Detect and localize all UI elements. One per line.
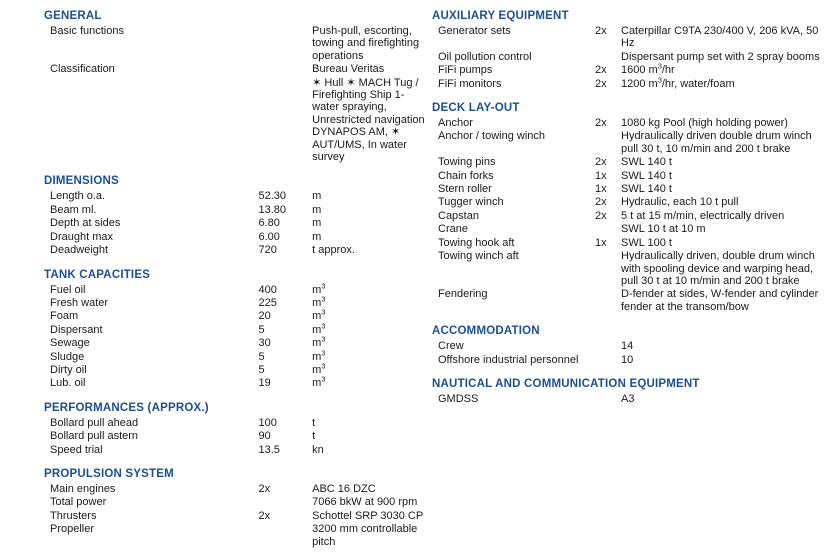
- spec-unit: [312, 307, 434, 323]
- spec-unit: Hydraulically driven, double drum winch with spooling device and warping head, pull 30 t at 10 m/min and 200 t brake: [621, 250, 815, 287]
- spec-unit-text: 1200 m: [621, 77, 658, 90]
- spec-row: [44, 523, 434, 549]
- spec-value: 20: [258, 310, 271, 323]
- spec-label: Speed trial: [50, 443, 103, 456]
- spec-value: 6.80: [258, 217, 280, 230]
- spec-unit-text: m: [312, 337, 322, 350]
- spec-label: Depth at sides: [50, 217, 121, 230]
- spec-unit-suffix: /hr, water/foam: [661, 77, 735, 90]
- spec-value: 100: [258, 416, 277, 429]
- spec-row: [432, 51, 830, 64]
- spec-value: [595, 288, 621, 314]
- spec-section: [44, 402, 434, 457]
- spec-label: Propeller: [50, 523, 95, 536]
- spec-value: [259, 523, 313, 549]
- spec-value: 1x: [595, 236, 607, 249]
- spec-value: 2x: [595, 77, 607, 90]
- spec-label: Total power: [50, 496, 107, 509]
- spec-label: FiFi monitors: [438, 77, 502, 90]
- spec-label: Bollard pull ahead: [50, 416, 139, 429]
- spec-section: [432, 378, 828, 406]
- spec-unit: Caterpillar C9TA 230/400 V, 206 kVA, 50 Hz: [621, 25, 819, 50]
- spec-unit: D-fender at sides, W-fender and cylinder fender at the transom/bow: [621, 288, 819, 313]
- spec-unit: 3200 mm controllable pitch: [312, 523, 418, 548]
- spec-row: [44, 430, 434, 443]
- spec-table: [44, 483, 434, 549]
- spec-value: 5: [258, 323, 265, 336]
- spec-row: [44, 324, 434, 337]
- spec-label: Deadweight: [50, 244, 109, 257]
- spec-unit-text: m: [312, 350, 322, 363]
- spec-row: [432, 340, 830, 353]
- spec-unit: 5 t at 15 m/min, electrically driven: [621, 209, 785, 222]
- spec-unit-exponent: 3: [657, 61, 662, 71]
- spec-unit: A3: [621, 392, 635, 405]
- spec-label: Anchor / towing winch: [438, 130, 545, 143]
- spec-label: Beam ml.: [50, 203, 97, 216]
- spec-row: [44, 444, 434, 457]
- spec-label: Offshore industrial personnel: [438, 353, 579, 366]
- spec-section: [44, 10, 434, 164]
- section-title: AUXILIARY EQUIPMENT: [432, 10, 569, 22]
- spec-table: [432, 340, 830, 367]
- spec-value: 13.80: [258, 203, 287, 216]
- spec-label: Sewage: [50, 337, 90, 350]
- section-title: NAUTICAL AND COMMUNICATION EQUIPMENT: [432, 377, 700, 390]
- spec-label: Oil pollution control: [438, 50, 532, 63]
- spec-value: [595, 223, 621, 236]
- spec-label: Draught max: [50, 230, 113, 243]
- spec-label: [44, 77, 259, 165]
- spec-row: [44, 204, 434, 217]
- spec-row: [432, 223, 830, 236]
- spec-section: [44, 269, 434, 391]
- spec-row: [432, 354, 830, 367]
- spec-label: Thrusters: [50, 509, 97, 522]
- left-column: [44, 10, 434, 560]
- spec-unit: [312, 334, 434, 350]
- spec-row: [432, 170, 830, 183]
- spec-section: [44, 468, 434, 549]
- spec-unit-exponent: 3: [321, 307, 326, 317]
- spec-label: Anchor: [438, 117, 473, 130]
- spec-value: [259, 63, 313, 76]
- spec-unit: m: [312, 217, 322, 230]
- spec-unit: t approx.: [312, 244, 355, 257]
- spec-value: 30: [258, 337, 271, 350]
- spec-unit: SWL 140 t: [621, 169, 672, 182]
- spec-value: [595, 340, 621, 353]
- spec-table: [432, 117, 830, 314]
- spec-label: Towing winch aft: [438, 250, 519, 263]
- spec-unit: Hydraulically driven double drum winch pull 30 t, 10 m/min and 200 t brake: [621, 130, 812, 155]
- spec-row: [44, 417, 434, 430]
- spec-unit-text: m: [312, 296, 322, 309]
- spec-table: [44, 190, 434, 257]
- spec-row: [432, 210, 830, 223]
- spec-value: 1x: [595, 183, 607, 196]
- spec-unit: [312, 294, 434, 310]
- spec-unit-text: m: [312, 323, 322, 336]
- spec-unit: SWL 140 t: [621, 156, 672, 169]
- spec-label: Generator sets: [438, 25, 511, 37]
- spec-unit-text: 1600 m: [621, 64, 658, 77]
- spec-row: [44, 217, 434, 230]
- spec-unit: m: [312, 230, 322, 243]
- spec-unit: [312, 347, 434, 364]
- spec-unit: ABC 16 DZC: [312, 482, 376, 495]
- spec-row: [44, 351, 434, 364]
- spec-label: Basic functions: [50, 25, 124, 37]
- spec-unit: m: [312, 190, 322, 203]
- spec-row: [44, 364, 434, 377]
- spec-unit: ✶ Hull ✶ MACH Tug / Firefighting Ship 1- water spraying, Unrestricted navigation DYNAPOS AM, ✶ AUT/UMS, In water survey: [312, 76, 425, 164]
- spec-label: Sludge: [50, 350, 85, 363]
- section-title: GENERAL: [44, 10, 102, 22]
- spec-label: Bollard pull astern: [50, 430, 139, 443]
- spec-unit: SWL 10 t at 10 m: [621, 223, 706, 236]
- spec-row: [44, 496, 434, 509]
- spec-unit-suffix: /hr: [661, 64, 675, 77]
- spec-value: 52.30: [258, 190, 287, 203]
- spec-row: [44, 63, 434, 76]
- spec-label: Towing pins: [438, 156, 496, 169]
- right-column: [432, 10, 828, 417]
- spec-unit-exponent: 3: [321, 334, 326, 344]
- spec-unit: [312, 321, 434, 337]
- spec-unit: Push-pull, escorting, towing and firefighting operations: [312, 25, 420, 62]
- spec-value: 2x: [595, 156, 607, 169]
- spec-label: Tugger winch: [438, 196, 504, 209]
- section-title: DECK LAY-OUT: [432, 102, 520, 115]
- spec-value: [595, 51, 621, 64]
- section-title: TANK CAPACITIES: [44, 268, 151, 281]
- spec-label: Length o.a.: [50, 190, 106, 203]
- spec-value: 2x: [258, 509, 271, 522]
- spec-unit-exponent: 3: [321, 361, 326, 371]
- spec-unit: t: [312, 430, 316, 443]
- spec-unit: kn: [312, 443, 324, 456]
- spec-unit: [312, 374, 434, 390]
- spec-label: Dirty oil: [50, 363, 87, 376]
- spec-value: 2x: [595, 64, 607, 77]
- spec-unit: Schottel SRP 3030 CP: [312, 509, 424, 522]
- spec-row: [44, 483, 434, 496]
- spec-section: [432, 10, 828, 91]
- spec-unit-exponent: 3: [321, 294, 326, 304]
- spec-section: [432, 102, 828, 314]
- spec-row: [44, 377, 434, 390]
- spec-row: [44, 231, 434, 244]
- spec-unit-exponent: 3: [321, 374, 326, 384]
- spec-label: Fendering: [438, 288, 488, 301]
- spec-unit-exponent: 3: [321, 280, 326, 290]
- spec-row: [432, 183, 830, 196]
- spec-value: 6.00: [258, 230, 280, 243]
- spec-label: GMDSS: [438, 392, 479, 405]
- spec-row: [432, 78, 830, 91]
- spec-table: [44, 280, 434, 391]
- spec-unit-exponent: 3: [321, 347, 326, 357]
- spec-unit: 14: [621, 340, 634, 353]
- spec-row: [432, 117, 830, 130]
- spec-row: [432, 393, 830, 406]
- spec-value: [259, 496, 313, 509]
- spec-value: 1x: [595, 169, 607, 182]
- spec-unit: 1080 kg Pool (high holding power): [621, 117, 788, 130]
- spec-label: Chain forks: [438, 169, 494, 182]
- spec-row: [44, 284, 434, 297]
- spec-unit-text: m: [312, 310, 322, 323]
- spec-label: Main engines: [50, 482, 116, 495]
- spec-unit-text: m: [312, 283, 322, 296]
- spec-label: Capstan: [438, 209, 479, 222]
- spec-value: 5: [258, 350, 265, 363]
- spec-value: [595, 354, 621, 367]
- spec-value: [259, 25, 313, 63]
- spec-value: 225: [258, 296, 277, 309]
- spec-label: Crew: [438, 340, 464, 353]
- spec-row: [44, 244, 434, 257]
- spec-unit: Bureau Veritas: [312, 63, 385, 76]
- spec-row: [432, 237, 830, 250]
- spec-value: 13.5: [258, 443, 280, 456]
- spec-label: Towing hook aft: [438, 236, 515, 249]
- spec-unit: Dispersant pump set with 2 spray booms: [621, 50, 820, 63]
- spec-unit: SWL 100 t: [621, 236, 672, 249]
- spec-row: [432, 288, 830, 314]
- spec-value: [595, 130, 621, 156]
- spec-unit: m: [312, 203, 322, 216]
- spec-row: [432, 250, 830, 288]
- spec-unit: [312, 280, 434, 297]
- spec-value: 5: [258, 363, 265, 376]
- spec-value: 2x: [595, 117, 607, 130]
- spec-unit: [621, 74, 830, 91]
- spec-label: FiFi pumps: [438, 64, 493, 77]
- section-title: DIMENSIONS: [44, 175, 119, 188]
- spec-table: [432, 393, 830, 406]
- spec-value: 19: [258, 377, 271, 390]
- spec-value: 2x: [258, 482, 271, 495]
- spec-label: Stern roller: [438, 183, 492, 196]
- spec-unit-text: m: [312, 363, 322, 376]
- section-title: PERFORMANCES (APPROX.): [44, 401, 209, 414]
- spec-value: [595, 393, 621, 406]
- spec-unit-exponent: 3: [657, 74, 662, 84]
- spec-row: [44, 25, 434, 63]
- spec-value: 2x: [595, 25, 607, 37]
- spec-label: Fresh water: [50, 296, 109, 309]
- spec-row: [432, 25, 830, 51]
- spec-label: Foam: [50, 310, 79, 323]
- spec-row: [432, 196, 830, 209]
- spec-value: 2x: [595, 209, 607, 222]
- spec-unit: [621, 61, 830, 77]
- spec-unit: [312, 361, 434, 377]
- spec-label: Crane: [438, 223, 468, 236]
- spec-value: 2x: [595, 196, 607, 209]
- spec-row: [44, 510, 434, 523]
- spec-label: Classification: [50, 63, 115, 76]
- spec-row: [44, 77, 434, 165]
- spec-row: [44, 337, 434, 350]
- spec-row: [44, 310, 434, 323]
- spec-unit-text: m: [312, 377, 322, 390]
- spec-unit-exponent: 3: [321, 321, 326, 331]
- spec-label: Dispersant: [50, 323, 103, 336]
- spec-unit: Hydraulic, each 10 t pull: [621, 196, 739, 209]
- spec-value: [259, 77, 313, 165]
- spec-table: [44, 417, 434, 457]
- spec-row: [44, 297, 434, 310]
- section-title: ACCOMMODATION: [432, 325, 540, 338]
- spec-unit: t: [312, 416, 316, 429]
- spec-row: [432, 130, 830, 156]
- spec-row: [44, 190, 434, 203]
- spec-unit: 7066 bkW at 900 rpm: [312, 496, 418, 509]
- spec-table: [432, 25, 830, 91]
- spec-section: [432, 325, 828, 367]
- spec-unit: SWL 140 t: [621, 183, 672, 196]
- spec-label: Fuel oil: [50, 283, 86, 296]
- spec-value: 720: [258, 244, 277, 257]
- spec-table: [44, 25, 434, 164]
- spec-unit: 10: [621, 353, 634, 366]
- spec-section: [44, 175, 434, 257]
- section-title: PROPULSION SYSTEM: [44, 467, 174, 480]
- spec-label: Lub. oil: [50, 377, 86, 390]
- spec-row: [432, 64, 830, 77]
- spec-value: 400: [258, 283, 277, 296]
- spec-value: 90: [258, 430, 271, 443]
- spec-value: [595, 250, 621, 288]
- spec-row: [432, 156, 830, 169]
